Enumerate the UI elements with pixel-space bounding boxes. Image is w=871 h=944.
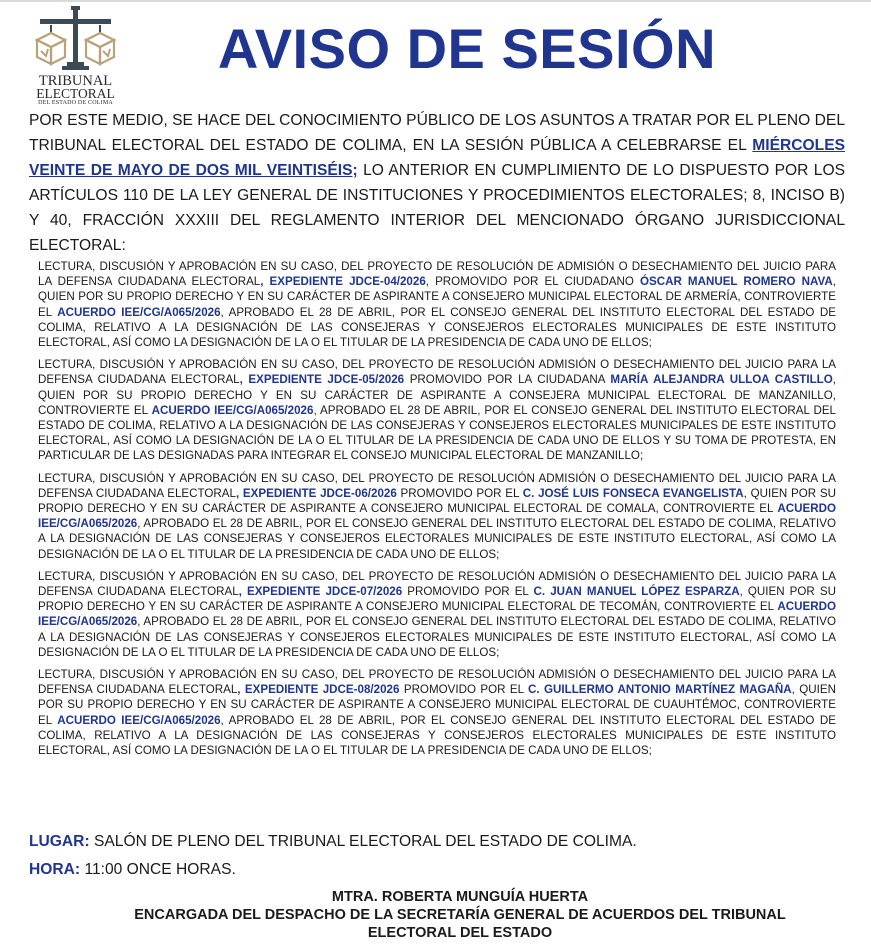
lugar-value: SALÓN DE PLENO DEL TRIBUNAL ELECTORAL DEL ESTADO DE COLIMA. — [89, 833, 637, 850]
promovente-name: C. JUAN MANUEL LÓPEZ ESPARZA — [533, 585, 740, 599]
logo-text-electoral: ELECTORAL — [36, 86, 115, 101]
promovente-name: MARÍA ALEJANDRA ULLOA CASTILLO — [610, 373, 833, 387]
expediente-number: , EXPEDIENTE JDCE-05/2026 — [239, 373, 405, 387]
agenda-item-text: , APROBADO EL 28 DE ABRIL, POR EL CONSEJO GENERAL DEL INSTITUTO ELECTORAL DEL ESTADO DE COLIMA, RELATIVO A LA DESIGNACIÓN DE LAS CONSEJERAS Y CONSEJEROS ELECTORALES MUNICIPALES DE ESTE INSTITUTO ELECTORAL, ASÍ COMO LA DESIGNACIÓN DE LA O EL TITULAR DE LA PRESIDENCIA DE CADA UNO DE ELLOS; — [38, 305, 836, 350]
tribunal-logo — [28, 6, 123, 106]
agenda-item-text: PROMOVIDO POR EL — [396, 486, 523, 500]
agenda-item — [38, 667, 836, 758]
expediente-number: , EXPEDIENTE JDCE-06/2026 — [235, 486, 397, 500]
intro-paragraph — [29, 108, 845, 258]
agenda-item-text: , QUIEN POR SU PROPIO DERECHO Y EN SU CARÁCTER DE ASPIRANTE A CONSEJERO MUNICIPAL ELECTORAL DE ARMERÍA, CONTROVIERTE EL — [38, 275, 836, 319]
scales-of-justice-icon — [28, 6, 123, 74]
page-title: AVISO DE SESIÓN — [217, 17, 717, 80]
intro-text-before: POR ESTE MEDIO, SE HACE DEL CONOCIMIENTO PÚBLICO DE LOS ASUNTOS A TRATAR POR EL PLENO DEL TRIBUNAL ELECTORAL DEL ESTADO DE COLIMA, EN LA SESIÓN PÚBLICA A CELEBRARSE EL — [29, 112, 845, 154]
signatory-name: MTRA. ROBERTA MUNGUÍA HUERTA — [331, 889, 589, 905]
agenda-item — [38, 569, 836, 660]
logo-text-estado: DEL ESTADO DE COLIMA — [38, 100, 113, 106]
agenda-item-text: LECTURA, DISCUSIÓN Y APROBACIÓN EN SU CASO, DEL PROYECTO DE RESOLUCIÓN ADMISIÓN O DESECHAMIENTO DEL JUICIO PARA LA DEFENSA CIUDADANA ELECTORAL — [38, 358, 836, 387]
agenda-item-text: PROMOVIDO POR EL — [399, 683, 529, 697]
agenda-item-text: , APROBADO EL 28 DE ABRIL, POR EL CONSEJO GENERAL DEL INSTITUTO ELECTORAL DEL ESTADO DE COLIMA, RELATIVO A LA DESIGNACIÓN DE LAS CONSEJERAS Y CONSEJEROS ELECTORALES MUNICIPALES DE ESTE INSTITUTO ELECTORAL, ASÍ COMO LA DESIGNACIÓN DE LA O EL TITULAR DE LA PRESIDENCIA DE CADA UNO DE ELLOS; — [38, 517, 836, 561]
agenda-item — [38, 357, 836, 463]
agenda-item-text: , APROBADO EL 28 DE ABRIL, POR EL CONSEJO GENERAL DEL INSTITUTO ELECTORAL DEL ESTADO DE COLIMA, RELATIVO A LA DESIGNACIÓN DE LAS CONSEJERAS Y CONSEJEROS ELECTORALES MUNICIPALES DE ESTE INSTITUTO ELECTORAL, ASÍ COMO LA DESIGNACIÓN DE LA O EL TITULAR DE LA PRESIDENCIA DE CADA UNO DE ELLOS Y SU TOMA DE PROTESTA, EN PARTICULAR DE LAS DESIGNADAS PARA INTEGRAR EL CONSEJO MUNICIPAL ELECTORAL DE MANZANILLO; — [38, 403, 837, 463]
agenda-item-text: PROMOVIDO POR LA CIUDADANA — [404, 373, 611, 387]
top-rule — [0, 0, 871, 2]
lugar-label: LUGAR: — [29, 833, 90, 850]
promovente-name: C. GUILLERMO ANTONIO MARTÍNEZ MAGAÑA — [528, 683, 792, 697]
signatory-role-line2: ELECTORAL DEL ESTADO — [367, 925, 553, 941]
agenda-item-text: , QUIEN POR SU PROPIO DERECHO Y EN SU CARÁCTER DE ASPIRANTE A CONSEJERO MUNICIPAL ELECTORAL DE TECOMÁN, CONTROVIERTE EL — [38, 585, 836, 614]
logo-text-tribunal: TRIBUNAL — [38, 73, 113, 89]
expediente-number: , EXPEDIENTE JDCE-04/2026 — [260, 275, 426, 289]
hora-label: HORA: — [29, 861, 81, 878]
agenda-item — [38, 259, 836, 350]
agenda-item-text: , QUIEN POR SU PROPIO DERECHO Y EN SU CARÁCTER DE ASPIRANTE A CONSEJERO MUNICIPAL ELECTORAL DE CUAUHTÉMOC, CONTROVIERTE EL — [38, 683, 836, 727]
lugar-line — [29, 832, 637, 852]
hora-value: 11:00 ONCE HORAS. — [80, 861, 236, 878]
acuerdo-number: ACUERDO IEE/CG/A065/2026 — [151, 403, 314, 417]
intro-text-after: LO ANTERIOR EN CUMPLIMIENTO DE LO DISPUESTO POR LOS ARTÍCULOS 110 DE LA LEY GENERAL DE INSTITUCIONES Y PROCEDIMIENTOS ELECTORALES; 8, INCISO B) Y 40, FRACCIÓN XXXIII DEL REGLAMENTO INTERIOR DEL MENCIONADO ÓRGANO JURISDICCIONAL ELECTORAL: — [29, 162, 845, 254]
expediente-number: , EXPEDIENTE JDCE-08/2026 — [237, 683, 400, 697]
acuerdo-number: ACUERDO IEE/CG/A065/2026 — [38, 600, 836, 629]
promovente-name: ÓSCAR MANUEL ROMERO NAVA — [639, 275, 833, 289]
hora-line — [29, 860, 236, 880]
agenda-item-text: PROMOVIDO POR EL — [402, 585, 534, 599]
agenda-item-text: , QUIEN POR SU PROPIO DERECHO Y EN SU CARÁCTER DE ASPIRANTE A CONSEJERO MUNICIPAL ELECTORAL DE COMALA, CONTROVIERTE EL — [38, 486, 836, 516]
acuerdo-number: ACUERDO IEE/CG/A065/2026 — [38, 502, 836, 531]
agenda-item-text: , APROBADO EL 28 DE ABRIL, POR EL CONSEJO GENERAL DEL INSTITUTO ELECTORAL DEL ESTADO DE COLIMA, RELATIVO A LA DESIGNACIÓN DE LAS CONSEJERAS Y CONSEJEROS ELECTORALES MUNICIPALES DE ESTE INSTITUTO ELECTORAL, ASÍ COMO LA DESIGNACIÓN DE LA O EL TITULAR DE LA PRESIDENCIA DE CADA UNO DE ELLOS; — [38, 615, 836, 659]
acuerdo-number: ACUERDO IEE/CG/A065/2026 — [57, 713, 221, 727]
agenda-item-text: LECTURA, DISCUSIÓN Y APROBACIÓN EN SU CASO, DEL PROYECTO DE RESOLUCIÓN DE ADMISIÓN O DESECHAMIENTO DEL JUICIO PARA LA DEFENSA CIUDADANA ELECTORAL — [38, 260, 836, 289]
session-date-link[interactable]: MIÉRCOLES VEINTE DE MAYO DE DOS MIL VEINTISÉIS; — [29, 137, 845, 179]
agenda-item-text: , APROBADO EL 28 DE ABRIL, POR EL CONSEJO GENERAL DEL INSTITUTO ELECTORAL DEL ESTADO DE COLIMA, RELATIVO A LA DESIGNACIÓN DE LAS CONSEJERAS Y CONSEJEROS ELECTORALES MUNICIPALES DE ESTE INSTITUTO ELECTORAL, ASÍ COMO LA DESIGNACIÓN DE LA O EL TITULAR DE LA PRESIDENCIA DE CADA UNO DE ELLOS; — [38, 713, 836, 758]
agenda-item-text: , QUIEN POR SU PROPIO DERECHO Y EN SU CARÁCTER DE ASPIRANTE A CONSEJERA MUNICIPAL ELECTORAL DE MANZANILLO, CONTROVIERTE EL — [38, 373, 836, 417]
agenda-item — [38, 471, 836, 562]
expediente-number: , EXPEDIENTE JDCE-07/2026 — [238, 585, 403, 599]
agenda-list — [38, 259, 836, 765]
signatory-role-line1: ENCARGADA DEL DESPACHO DE LA SECRETARÍA GENERAL DE ACUERDOS DEL TRIBUNAL — [134, 907, 786, 923]
agenda-item-text: LECTURA, DISCUSIÓN Y APROBACIÓN EN SU CASO, DEL PROYECTO DE RESOLUCIÓN ADMISIÓN O DESECHAMIENTO DEL JUICIO PARA LA DEFENSA CIUDADANA ELECTORAL — [38, 471, 836, 500]
agenda-item-text: , PROMOVIDO POR EL CIUDADANO — [425, 275, 640, 289]
agenda-item-text: LECTURA, DISCUSIÓN Y APROBACIÓN EN SU CASO, DEL PROYECTO DE RESOLUCIÓN ADMISIÓN O DESECHAMIENTO DEL JUICIO PARA LA DEFENSA CIUDADANA ELECTORAL — [38, 668, 836, 697]
acuerdo-number: ACUERDO IEE/CG/A065/2026 — [57, 305, 221, 319]
agenda-item-text: LECTURA, DISCUSIÓN Y APROBACIÓN EN SU CASO, DEL PROYECTO DE RESOLUCIÓN ADMISIÓN O DESECHAMIENTO DEL JUICIO PARA LA DEFENSA CIUDADANA ELECTORAL — [38, 569, 836, 599]
promovente-name: C. JOSÉ LUIS FONSECA EVANGELISTA — [522, 486, 744, 500]
